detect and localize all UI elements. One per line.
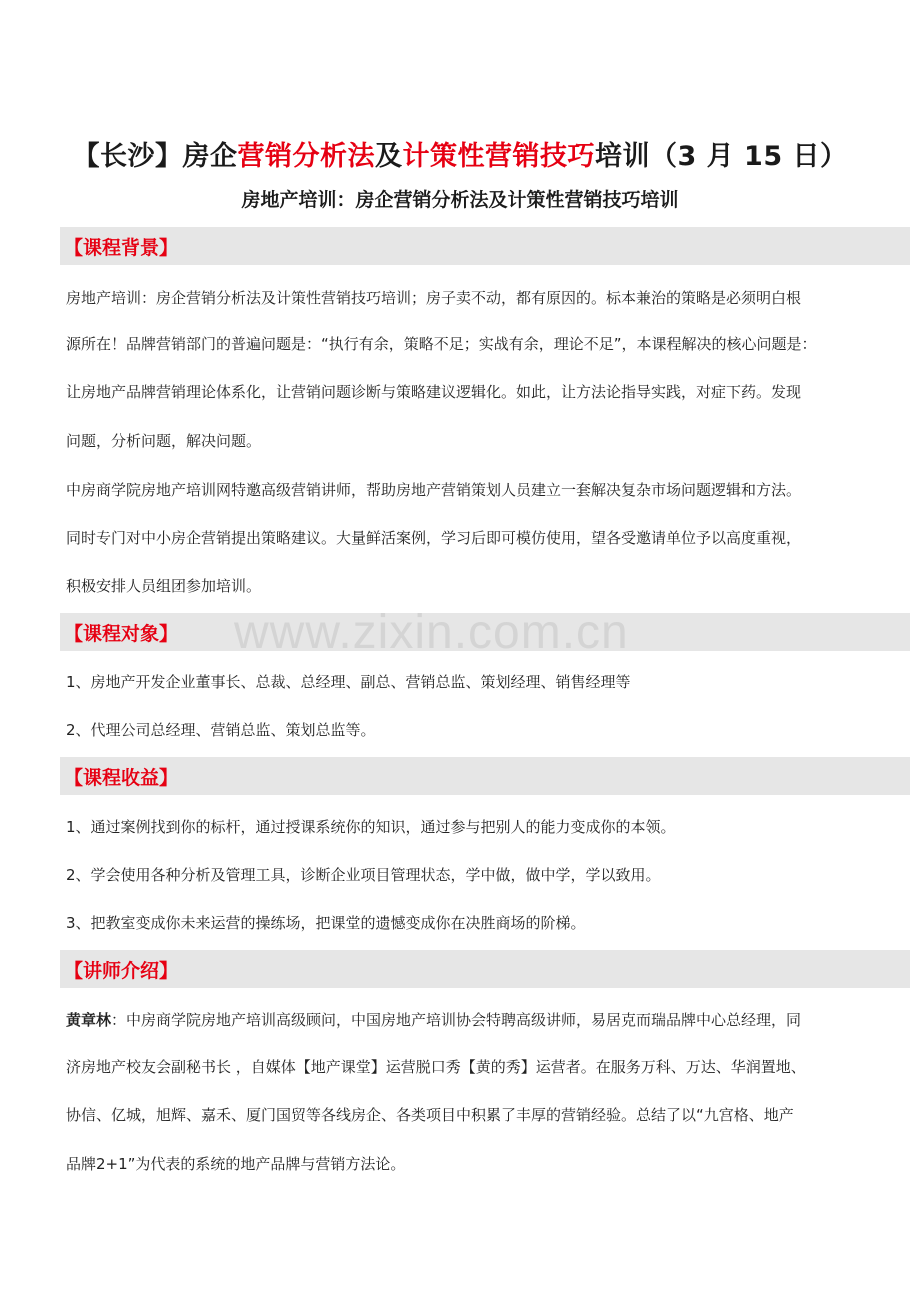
section-heading: 【课程收益】 xyxy=(64,767,179,789)
page-subtitle: 房地产培训：房企营销分析法及计策性营销技巧培训 xyxy=(241,189,679,211)
title-part-1: 【长沙】房企 xyxy=(72,141,238,172)
paragraph-line: 同时专门对中小房企营销提出策略建议。大量鲜活案例，学习后即可模仿使用，望各受邀请单位予以高度重视， xyxy=(66,529,802,547)
paragraph-line: 房地产培训：房企营销分析法及计策性营销技巧培训；房子卖不动，都有原因的。标本兼治的策略是必须明白根 xyxy=(66,289,802,307)
lecturer-intro-text: ：中房商学院房地产培训高级顾问，中国房地产培训协会特聘高级讲师，易居克而瑞品牌中心总经理，同 xyxy=(111,1011,802,1029)
watermark: www.zixin.com.cn xyxy=(234,606,629,659)
section-heading: 【讲师介绍】 xyxy=(64,960,179,982)
paragraph-line: 源所在！品牌营销部门的普遍问题是：“执行有余，策略不足；实战有余，理论不足”，本课程解决的核心问题是： xyxy=(66,335,817,353)
lecturer-intro-line xyxy=(66,1009,866,1030)
paragraph-line: 中房商学院房地产培训网特邀高级营销讲师，帮助房地产营销策划人员建立一套解决复杂市场问题逻辑和方法。 xyxy=(66,481,802,499)
paragraph-line: 品牌2+1”为代表的系统的地产品牌与营销方法论。 xyxy=(66,1155,406,1173)
section-heading: 【课程对象】 xyxy=(64,623,179,645)
section-header-benefits xyxy=(60,757,910,795)
paragraph-line: 协信、亿城，旭辉、嘉禾、厦门国贸等各线房企、各类项目中积累了丰厚的营销经验。总结了以“九宫格、地产 xyxy=(66,1106,794,1124)
lecturer-name: 黄章林 xyxy=(66,1011,112,1029)
section-header-background xyxy=(60,227,910,265)
paragraph-line: 济房地产校友会副秘书长 ，自媒体【地产课堂】运营脱口秀【黄的秀】运营者。在服务万科、万达、华润置地、 xyxy=(66,1058,806,1076)
paragraph-line: 让房地产品牌营销理论体系化，让营销问题诊断与策略建议逻辑化。如此，让方法论指导实践，对症下药。发现 xyxy=(66,383,802,401)
list-item: 2、学会使用各种分析及管理工具，诊断企业项目管理状态，学中做，做中学，学以致用。 xyxy=(66,866,661,884)
title-part-3: 及 xyxy=(374,141,403,172)
page-title xyxy=(0,134,920,173)
list-item: 1、通过案例找到你的标杆，通过授课系统你的知识，通过参与把别人的能力变成你的本领。 xyxy=(66,818,676,836)
list-item: 3、把教室变成你未来运营的操练场，把课堂的遗憾变成你在决胜商场的阶梯。 xyxy=(66,914,586,932)
list-item: 1、房地产开发企业董事长、总裁、总经理、副总、营销总监、策划经理、销售经理等 xyxy=(66,673,631,691)
paragraph-line: 问题，分析问题，解决问题。 xyxy=(66,432,262,450)
section-header-lecturer xyxy=(60,950,910,988)
list-item: 2、代理公司总经理、营销总监、策划总监等。 xyxy=(66,721,376,739)
title-part-4: 计策性营销技巧 xyxy=(402,141,595,172)
paragraph-line: 积极安排人员组团参加培训。 xyxy=(66,577,262,595)
title-part-2: 营销分析法 xyxy=(237,141,375,172)
section-heading: 【课程背景】 xyxy=(64,237,179,259)
title-part-5: 培训（3 月 15 日） xyxy=(594,141,848,172)
